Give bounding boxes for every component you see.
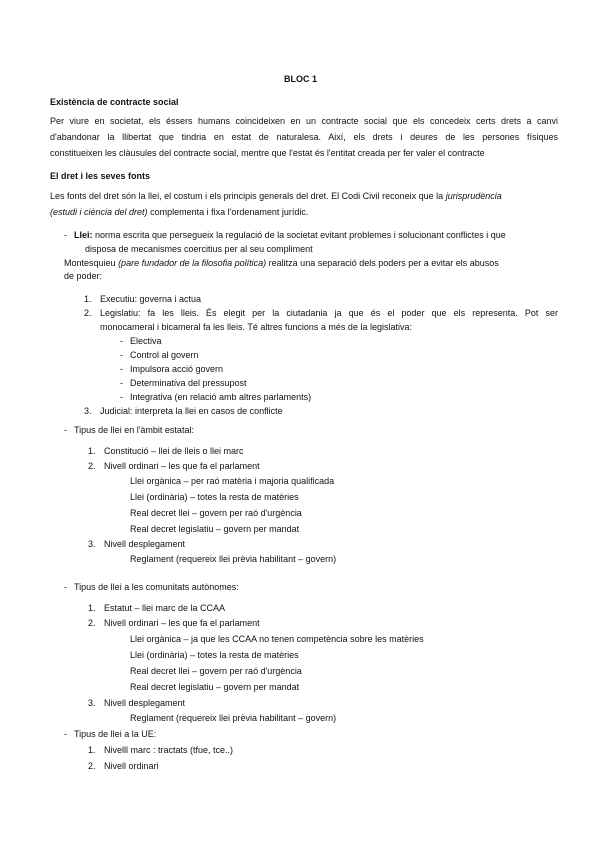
list-item [88,618,260,629]
montesquieu-text: realitza una separació dels poders per a evitar els abusos [268,258,499,268]
function-text: Impulsora acció govern [130,364,224,374]
list-item [120,336,162,347]
list-number: 3. [88,698,96,708]
item-text: Nivell ordinari – les que fa el parlament [104,461,260,471]
power-text: Judicial: interpreta la llei en casos de conflicte [100,406,283,416]
power-legislatiu [84,308,100,319]
sub-item: Llei orgànica – per raó matèria i majoria qualificada [130,476,335,486]
list-item [88,539,185,550]
list-item [88,745,233,756]
fonts-text: Les fonts del dret són la llei, el costum i els principis generals del dret. El Codi Civil reconeix que la [50,191,444,201]
llei-definition-line: disposa de mecanismes coercitius per al seu compliment [85,244,313,254]
list-heading: Tipus de llei a les comunitats autònomes: [74,582,239,592]
paragraph-line [50,207,308,218]
power-judicial [84,406,283,417]
item-text: Nivell ordinari [104,761,159,771]
item-text: Nivell desplegament [104,698,186,708]
function-text: Integrativa (en relació amb altres parlaments) [130,392,312,402]
power-text: monocameral i bicameral fa les lleis. Té altres funcions a més de la legislativa: [100,322,412,332]
list-item [120,350,199,361]
item-text: Nivelll marc : tractats (tfue, tce..) [104,745,234,755]
list-number: 3. [88,539,96,549]
page-title: BLOC 1 [284,74,318,84]
bullet-llei [64,230,506,241]
sub-item: Real decret legislatiu – govern per mandat [130,524,300,534]
sub-item: Llei (ordinària) – totes la resta de matèries [130,492,299,502]
power-text: Legislatiu: fa les lleis. És elegit per la ciutadania ja que és el poder que els representa. Pot ser [100,308,558,318]
list-item [120,392,311,403]
bullet-marker: - [120,364,123,374]
list-number: 1. [88,446,96,456]
list-item [88,761,159,772]
jurisprudencia-definition: (estudi i ciència del dret) [50,207,148,217]
section-heading-contracte: Existència de contracte social [50,97,179,107]
bullet-marker: - [120,378,123,388]
fonts-text: complementa i fixa l'ordenament jurídic. [150,207,309,217]
paragraph-line: constitueixen les clàusules del contracte social, mentre que l'estat és l'entitat creada per fer valer el contracte [50,148,485,158]
item-text: Estatut – llei marc de la CCAA [104,603,226,613]
list-item [120,364,223,375]
bullet-marker: - [120,392,123,402]
list-number: 1. [88,603,96,613]
sub-item: Llei orgànica – ja que les CCAA no tenen competència sobre les matèries [130,634,424,644]
paragraph-line: d'abandonar la llibertat que tindria en estat de naturalesa. Així, els drets i deures de les persones físiques [50,132,558,142]
bullet-ccaa [64,582,239,593]
list-item [88,461,260,472]
function-text: Determinativa del pressupost [130,378,247,388]
sub-item: Real decret llei – govern per raó d'urgència [130,508,302,518]
bullet-marker: - [64,425,67,435]
list-heading: Tipus de llei a la UE: [74,729,157,739]
function-text: Control al govern [130,350,199,360]
montesquieu-name: Montesquieu [64,258,116,268]
power-text: Executiu: governa i actua [100,294,202,304]
list-item [88,603,225,614]
item-text: Nivell desplegament [104,539,186,549]
list-heading: Tipus de llei en l'àmbit estatal: [74,425,194,435]
sub-item: Real decret legislatiu – govern per mandat [130,682,300,692]
paragraph-line: Per viure en societat, els éssers humans coincideixen en un contracte social que els concedeix certs drets a canvi [50,116,558,126]
item-text: Nivell ordinari – les que fa el parlament [104,618,260,628]
montesquieu-line: de poder: [64,271,103,281]
llei-definition: norma escrita que persegueix la regulació de la societat evitant problemes i solucionant conflictes i que [95,230,506,240]
list-number: 1. [88,745,96,755]
bullet-ue [64,729,156,740]
montesquieu-note: (pare fundador de la filosofia política) [118,258,267,268]
llei-label: Llei: [74,230,93,240]
sub-item: Reglament (requereix llei prèvia habilitant – govern) [130,554,337,564]
list-number: 2. [88,461,96,471]
item-text: Constitució – llei de lleis o llei marc [104,446,244,456]
bullet-marker: - [120,350,123,360]
list-number: 3. [84,406,92,416]
list-item [88,698,185,709]
bullet-marker: - [64,230,67,240]
sub-item: Llei (ordinària) – totes la resta de matèries [130,650,299,660]
paragraph-line [50,191,502,202]
list-number: 2. [88,618,96,628]
power-executiu [84,294,201,305]
list-number: 2. [88,761,96,771]
function-text: Electiva [130,336,162,346]
list-number: 2. [84,308,92,318]
list-number: 1. [84,294,92,304]
bullet-marker: - [120,336,123,346]
montesquieu-line [64,258,499,269]
section-heading-fonts: El dret i les seves fonts [50,171,151,181]
bullet-marker: - [64,729,67,739]
sub-item: Reglament (requereix llei prèvia habilitant – govern) [130,713,337,723]
bullet-estatal [64,425,194,436]
sub-item: Real decret llei – govern per raó d'urgència [130,666,302,676]
list-item [120,378,247,389]
bullet-marker: - [64,582,67,592]
list-item [88,446,244,457]
jurisprudencia-term: jurisprudència [445,191,502,201]
